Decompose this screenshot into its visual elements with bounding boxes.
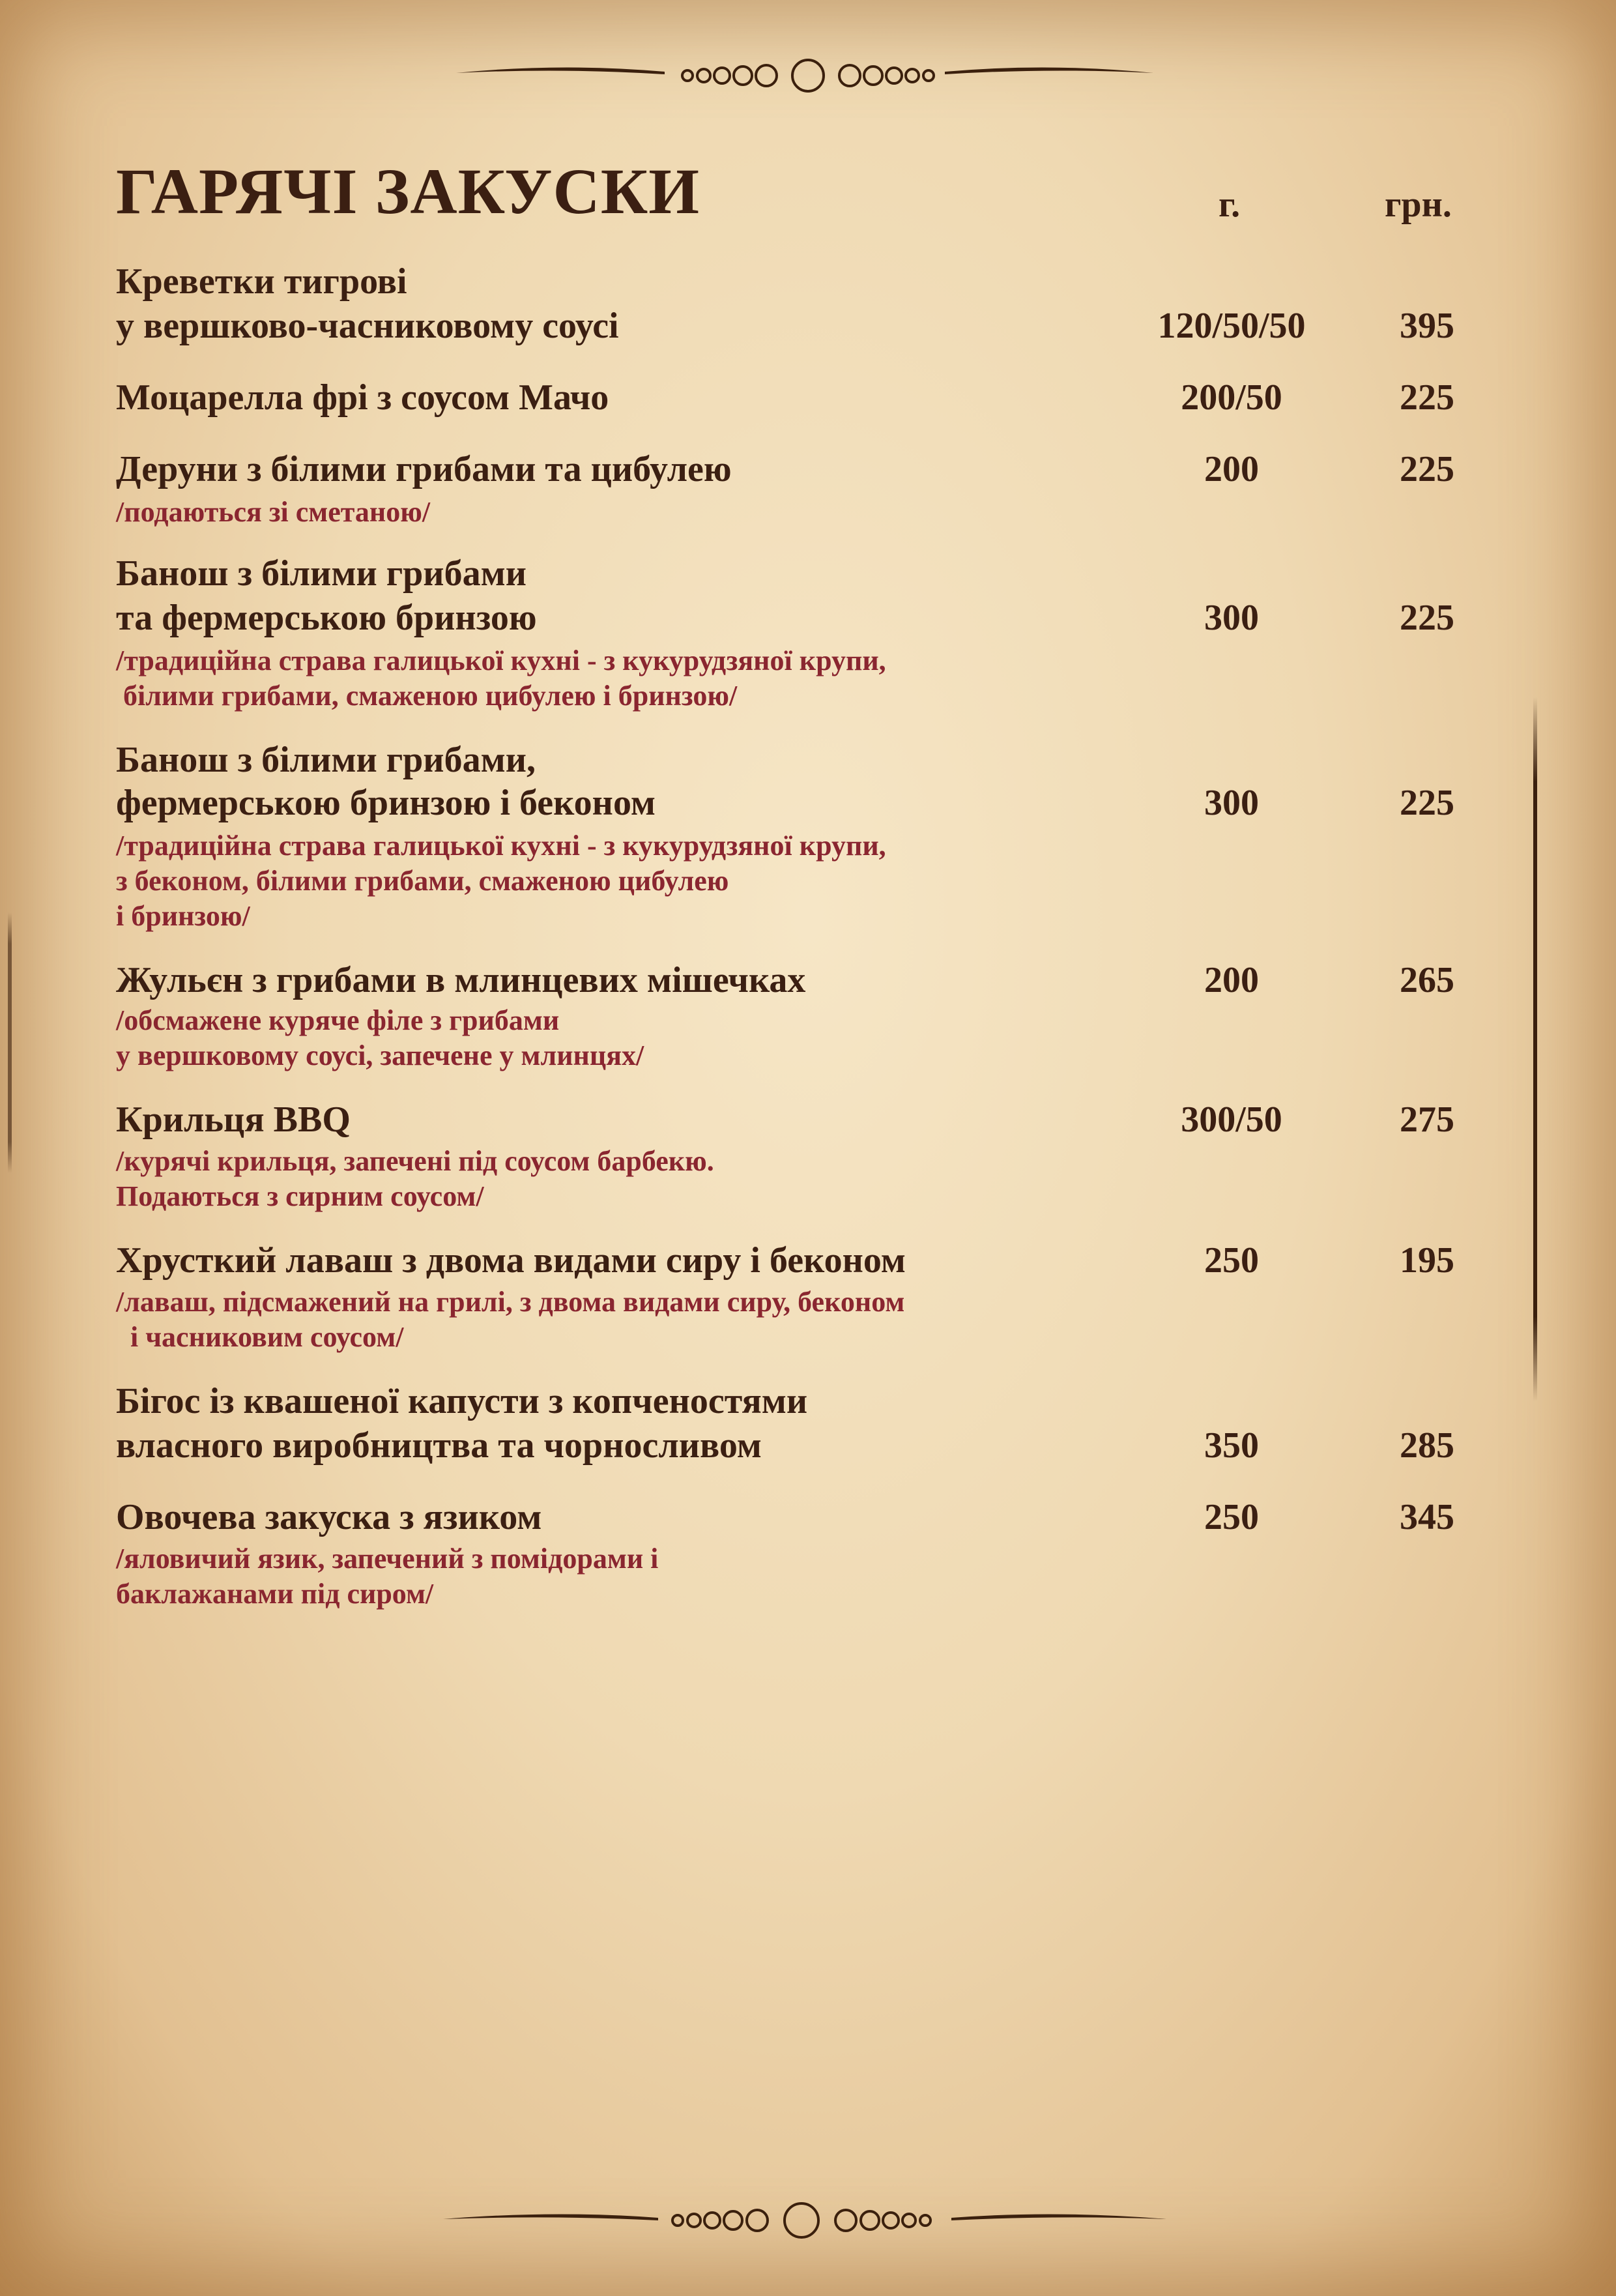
- menu-item-name: у вершково-часниковому соусі: [116, 306, 619, 346]
- left-border-line: [8, 912, 12, 1173]
- menu-item-name: Хрусткий лаваш з двома видами сиру і беконом: [116, 1240, 906, 1281]
- menu-item-description: Подаються з сирним соусом/: [116, 1180, 484, 1212]
- menu-item-description: і часниковим соусом/: [116, 1321, 404, 1353]
- menu-item-price: 225: [1400, 598, 1454, 638]
- menu-item-name: Овочева закуска з язиком: [116, 1497, 542, 1537]
- price-column-header: грн.: [1385, 184, 1452, 225]
- menu-item-description: білими грибами, смаженою цибулею і бринзою/: [116, 680, 738, 712]
- menu-item-description: /подаються зі сметаною/: [116, 496, 431, 528]
- menu-item-price: 345: [1400, 1497, 1454, 1537]
- menu-item-price: 285: [1400, 1425, 1454, 1466]
- menu-item-name: фермерською бринзою і беконом: [116, 783, 656, 823]
- weight-column-header: г.: [1219, 184, 1241, 225]
- menu-item-weight: 200: [1204, 449, 1259, 489]
- menu-item-description: у вершковому соусі, запечене у млинцях/: [116, 1039, 644, 1071]
- menu-item-name: Моцарелла фрі з соусом Мачо: [116, 377, 609, 418]
- menu-item-weight: 300: [1204, 783, 1259, 823]
- menu-item-price: 275: [1400, 1099, 1454, 1140]
- menu-item-price: 195: [1400, 1240, 1454, 1281]
- page-title: ГАРЯЧІ ЗАКУСКИ: [116, 155, 700, 227]
- menu-item-price: 225: [1400, 783, 1454, 823]
- menu-item-price: 265: [1400, 960, 1454, 1000]
- menu-item-weight: 200/50: [1181, 377, 1282, 418]
- menu-item-weight: 250: [1204, 1240, 1259, 1281]
- menu-item-price: 225: [1400, 449, 1454, 489]
- menu-item-description: /лаваш, підсмажений на грилі, з двома видами сиру, беконом: [116, 1286, 905, 1318]
- menu-item-weight: 250: [1204, 1497, 1259, 1537]
- menu-item-description: і бринзою/: [116, 900, 250, 932]
- menu-item-weight: 300/50: [1181, 1099, 1282, 1140]
- menu-item-description: /традиційна страва галицької кухні - з кукурудзяної крупи,: [116, 645, 886, 676]
- menu-item-description: баклажанами під сиром/: [116, 1578, 434, 1610]
- menu-item-weight: 120/50/50: [1157, 306, 1306, 346]
- menu-item-description: /яловичий язик, запечений з помідорами і: [116, 1543, 659, 1575]
- menu-item-name: Крильця BBQ: [116, 1099, 351, 1140]
- menu-item-name: Банош з білими грибами,: [116, 740, 536, 780]
- menu-item-name: Банош з білими грибами: [116, 553, 527, 594]
- menu-item-weight: 200: [1204, 960, 1259, 1000]
- menu-item-name: власного виробництва та чорносливом: [116, 1425, 762, 1466]
- bottom-ornament: [0, 2193, 1616, 2245]
- right-border-line: [1533, 697, 1537, 1401]
- menu-item-price: 225: [1400, 377, 1454, 418]
- top-ornament: [0, 59, 1616, 111]
- menu-item-name: Креветки тигрові: [116, 261, 407, 302]
- menu-item-description: /курячі крильця, запечені під соусом барбекю.: [116, 1145, 714, 1177]
- menu-item-description: /обсмажене куряче філе з грибами: [116, 1004, 560, 1036]
- menu-item-name: Бігос із квашеної капусти з копченостями: [116, 1381, 808, 1421]
- menu-item-name: Деруни з білими грибами та цибулею: [116, 449, 732, 489]
- menu-item-name: Жульєн з грибами в млинцевих мішечках: [116, 960, 806, 1000]
- menu-item-weight: 300: [1204, 598, 1259, 638]
- menu-item-description: /традиційна страва галицької кухні - з кукурудзяної крупи,: [116, 830, 886, 862]
- menu-item-weight: 350: [1204, 1425, 1259, 1466]
- menu-item-description: з беконом, білими грибами, смаженою цибулею: [116, 865, 729, 897]
- menu-item-name: та фермерською бринзою: [116, 598, 537, 638]
- menu-item-price: 395: [1400, 306, 1454, 346]
